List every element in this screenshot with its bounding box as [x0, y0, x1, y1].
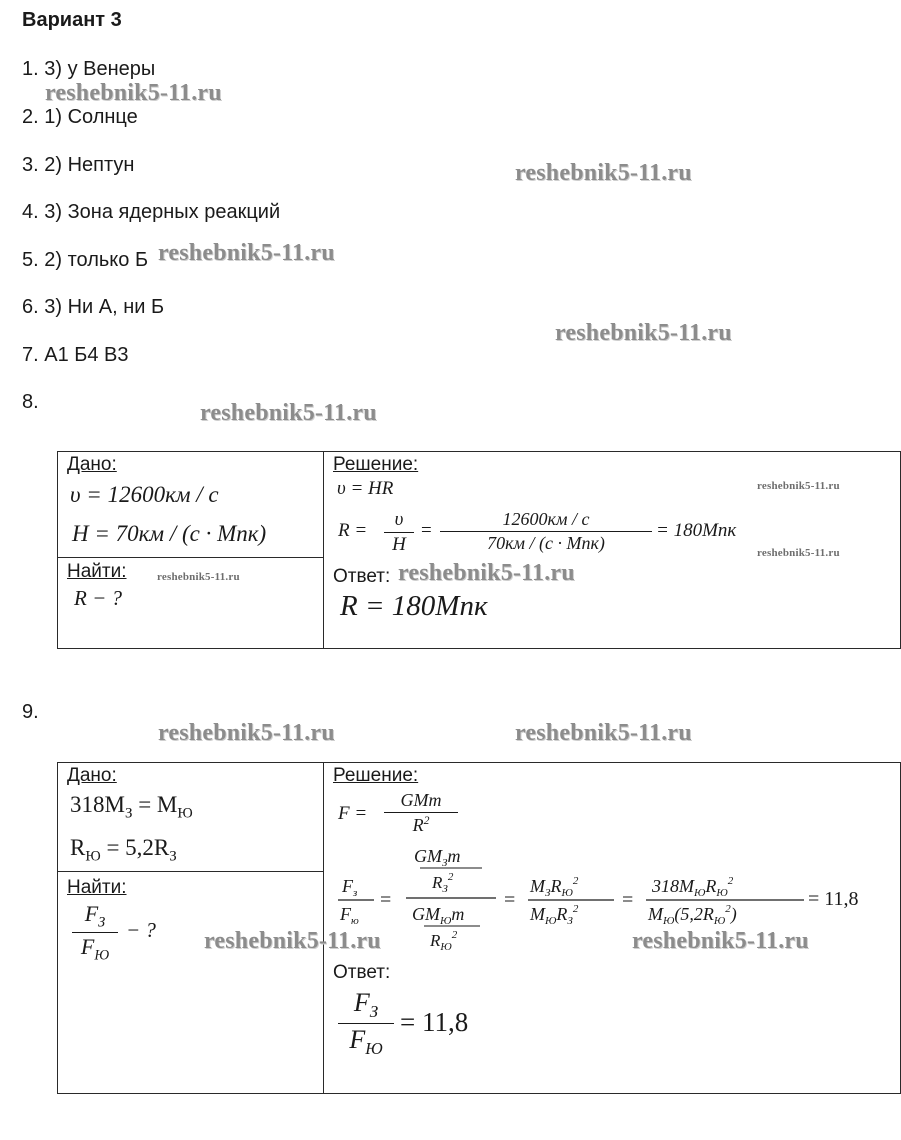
watermark: reshebnik5-11.ru	[204, 928, 381, 954]
task8-divider	[57, 557, 324, 558]
task9-calc-term: $R_З^2$	[432, 871, 454, 895]
watermark: reshebnik5-11.ru	[45, 80, 222, 106]
task8-find-label: Найти:	[67, 561, 127, 582]
task9-answer-fraction: $F_З$ $F_Ю$	[338, 988, 394, 1059]
watermark: reshebnik5-11.ru	[200, 400, 377, 426]
task9-answer-result: = 11,8	[400, 1007, 469, 1037]
task9-given-mass: $318M_З = M_Ю$	[70, 792, 193, 822]
task9-calc-term: $F_ю$	[340, 904, 359, 927]
task9-calc-term: $GM_Юm$	[412, 904, 465, 927]
watermark: reshebnik5-11.ru	[158, 240, 335, 266]
task8-divider	[323, 451, 324, 649]
task9-find-fraction: $F_З$ $F_Ю$	[72, 901, 118, 965]
watermark: reshebnik5-11.ru	[555, 320, 732, 346]
task8-answer: R = 180Мпк	[340, 590, 488, 622]
task8-calc-equals: =	[421, 520, 432, 541]
watermark: reshebnik5-11.ru	[157, 571, 240, 583]
task8-fraction-2-numerator: 12600км / с	[502, 509, 590, 529]
answer-9-number: 9.	[22, 701, 39, 723]
task8-fraction-1	[384, 509, 414, 556]
task8-fraction-2-denominator: 70км / (с · Мпк)	[487, 533, 605, 553]
answer-5: 5. 2) только Б	[22, 249, 149, 271]
task9-calc-term: $318M_ЮR_Ю^2$	[652, 875, 734, 899]
answer-7: 7. А1 Б4 В3	[22, 344, 129, 366]
watermark: reshebnik5-11.ru	[515, 160, 692, 186]
answer-4: 4. 3) Зона ядерных реакций	[22, 201, 281, 223]
watermark: reshebnik5-11.ru	[757, 480, 840, 492]
svg-text:=: =	[504, 889, 516, 911]
task9-calc-term: $M_Ю(5,2R_Ю^2)$	[648, 903, 737, 927]
task9-formula-fraction: GMm $R^2$	[384, 790, 458, 836]
task9-calc-term: $F_з$	[342, 876, 358, 899]
task8-calc-lhs: R =	[338, 520, 368, 541]
page-title: Вариант 3	[22, 9, 122, 31]
task8-calc-result: = 180Мпк	[656, 520, 737, 541]
task8-solution-label: Решение:	[333, 454, 419, 475]
task8-given-label: Дано:	[67, 454, 117, 475]
watermark: reshebnik5-11.ru	[632, 928, 809, 954]
answer-8-number: 8.	[22, 391, 39, 413]
task8-fraction-1-numerator: υ	[394, 509, 404, 530]
watermark: reshebnik5-11.ru	[398, 560, 575, 586]
svg-text:=: =	[380, 889, 392, 911]
watermark: reshebnik5-11.ru	[158, 720, 335, 746]
task8-formula: υ = HR	[337, 478, 394, 499]
task9-find-suffix: − ?	[126, 918, 156, 942]
task9-result: = 11,8	[808, 888, 859, 910]
task9-given-radius: $R_Ю = 5,2R_З$	[70, 835, 177, 865]
task9-formula-lhs: F =	[338, 803, 368, 824]
task9-calc-term: $R_Ю^2$	[430, 929, 458, 953]
task8-fraction-2	[440, 509, 652, 554]
task9-find-label: Найти:	[67, 877, 127, 898]
svg-text:=: =	[622, 889, 634, 911]
task9-divider	[57, 871, 324, 872]
task9-calc-term: $M_ЗR_Ю^2$	[530, 875, 579, 899]
task8-fraction-1-denominator: H	[392, 534, 406, 555]
watermark: reshebnik5-11.ru	[757, 547, 840, 559]
task9-solution-label: Решение:	[333, 765, 419, 786]
task9-given-label: Дано:	[67, 765, 117, 786]
answer-6: 6. 3) Ни А, ни Б	[22, 296, 165, 318]
answer-1: 1. 3) у Венеры	[22, 58, 156, 80]
task9-calc-term: $M_ЮR_З^2$	[530, 903, 579, 927]
task8-given-velocity: υ = 12600км / с	[70, 482, 219, 507]
task8-answer-label: Ответ:	[333, 566, 391, 587]
task8-given-hubble: H = 70км / (с · Мпк)	[72, 521, 267, 546]
task8-find: R − ?	[74, 586, 122, 610]
answer-2: 2. 1) Солнце	[22, 106, 138, 128]
watermark: reshebnik5-11.ru	[515, 720, 692, 746]
answer-3: 3. 2) Нептун	[22, 154, 135, 176]
task9-answer-label: Ответ:	[333, 962, 391, 983]
task9-calc-term: $GM_Зm$	[414, 846, 461, 869]
